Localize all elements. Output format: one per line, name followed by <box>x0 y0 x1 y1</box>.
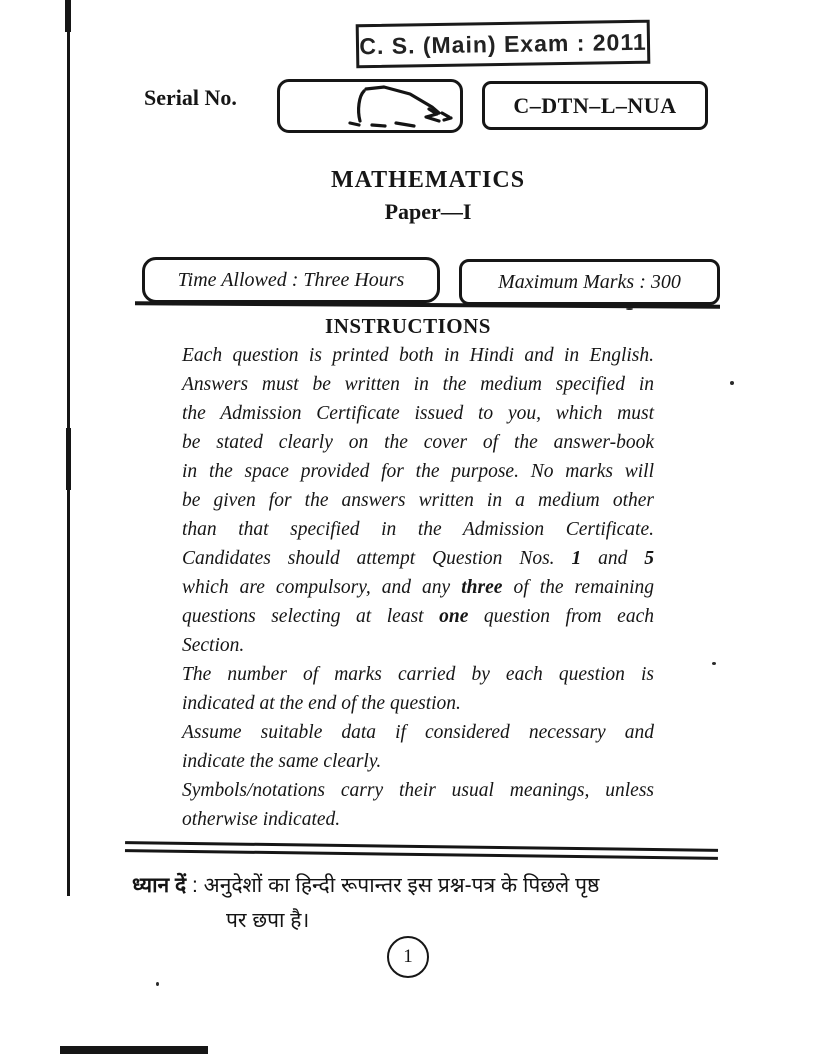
instructions-heading: INSTRUCTIONS <box>325 314 491 338</box>
serial-number-box <box>277 79 463 133</box>
instruction-line: which are compulsory, and any three of the remaining <box>182 577 654 598</box>
scan-bottom-bar <box>60 1046 208 1054</box>
hindi-note-rest: : अनुदेशों का हिन्दी रूपान्तर इस प्रश्न-पत्र के पिछले पृष्ठ <box>186 874 600 897</box>
instruction-line: indicate the same clearly. <box>182 751 382 772</box>
hindi-note-line1 <box>132 871 599 899</box>
instruction-line: Each question is printed both in Hindi and in English. <box>182 345 654 366</box>
instruction-line: than that specified in the Admission Certificate. <box>182 519 654 540</box>
page-number: 1 <box>403 946 413 967</box>
page-number-circle <box>387 936 429 978</box>
time-allowed-box <box>142 257 440 303</box>
instructions-paragraph <box>182 718 654 776</box>
instructions-paragraph <box>182 544 654 660</box>
time-allowed-text: Time Allowed : Three Hours <box>177 268 405 291</box>
instruction-line: otherwise indicated. <box>182 809 341 830</box>
instruction-line: The number of marks carried by each question is <box>182 664 654 685</box>
instruction-line: Section. <box>182 635 245 656</box>
exam-stamp-box <box>356 20 651 69</box>
paper-code: C–DTN–L–NUA <box>513 92 677 118</box>
instruction-line: be stated clearly on the cover of the answer-book <box>182 432 654 453</box>
scan-speck <box>626 308 633 310</box>
serial-number-label: Serial No. <box>144 85 237 110</box>
handwritten-scribble <box>280 82 460 130</box>
scan-speck <box>712 662 716 665</box>
hindi-note-line2: पर छपा है। <box>226 909 310 932</box>
instruction-line: Answers must be written in the medium specified in <box>182 374 654 395</box>
scan-speck <box>730 381 734 385</box>
footer-double-rule <box>125 841 718 859</box>
exam-stamp-text: C. S. (Main) Exam : 2011 <box>359 28 647 59</box>
instruction-line: the Admission Certificate issued to you, which must <box>182 403 654 424</box>
instructions-paragraph <box>182 660 654 718</box>
instruction-line: Candidates should attempt Question Nos. 1 and 5 <box>182 548 654 569</box>
instruction-line: in the space provided for the purpose. No marks will <box>182 461 654 482</box>
instruction-line: questions selecting at least one question from each <box>182 606 654 627</box>
binding-rule-top <box>65 0 71 32</box>
maximum-marks-text: Maximum Marks : 300 <box>498 270 681 293</box>
paper-subtitle: Paper—I <box>384 199 472 224</box>
instruction-line: Assume suitable data if considered necessary and <box>182 722 654 743</box>
instructions-body <box>182 341 654 834</box>
instruction-line: be given for the answers written in a medium other <box>182 490 654 511</box>
hindi-note-attention: ध्यान दें <box>132 874 187 897</box>
maximum-marks-box <box>459 259 720 305</box>
instruction-line: indicated at the end of the question. <box>182 693 461 714</box>
binding-rule-blob <box>66 428 71 490</box>
paper-code-box <box>482 81 708 130</box>
instructions-paragraph <box>182 341 654 544</box>
paper-title: MATHEMATICS <box>330 167 526 193</box>
scan-speck <box>156 982 159 986</box>
instructions-paragraph <box>182 776 654 834</box>
instruction-line: Symbols/notations carry their usual meanings, unless <box>182 780 654 801</box>
